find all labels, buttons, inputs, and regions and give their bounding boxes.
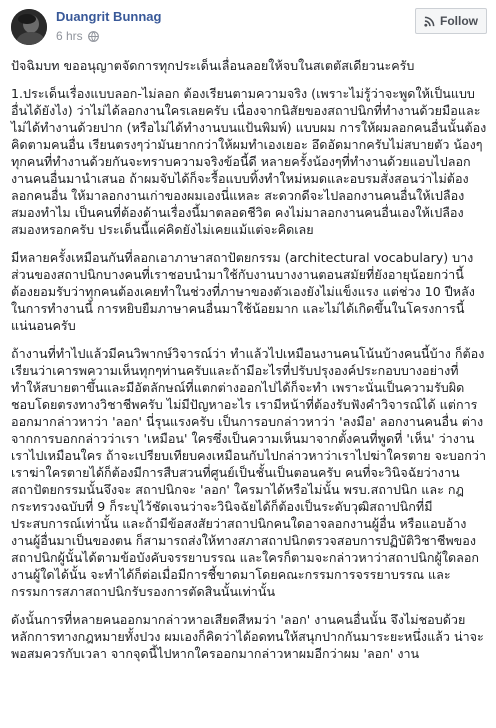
author-name[interactable]: Duangrit Bunnag [56,9,162,24]
globe-icon[interactable] [88,31,99,42]
post-meta [56,29,99,43]
avatar[interactable] [11,9,47,45]
post-paragraph: 1.ประเด็นเรื่องแบบลอก-ไม่ลอก ต้องเรียนตามความจริง (เพราะไม่รู้ว่าจะพูดให้เป็นแบบอื่นได้ยังไง) ว่าไม่ได้ลอกงานใครเลยครับ เนื่องจากนิสัยของสถาปนิกที่ทำงานด้วยมือและไม่ได้ทำงานด้วยปาก (หรือไม่ได้ทำงานบนแป้นพิมพ์) แบบผม การให้ผมลอกคนอื่นนั้นต้องคิดตามคนอื่น เรียนตรงๆว่ามันยากกว่าให้ผมทำเองเยอะ อึดอัดมากครับไม่สบายตัว น้องๆทุกคนที่ทำงานด้วยกันจะทราบความจริงข้อนี้ดี หลายครั้งน้องๆที่ทำงานด้วยแอบไปลอกงานคนอื่นมานำเสนอ ถ้าผมจับได้ก็จะรื้อแบบทิ้งทำใหม่หมดและอบรมสั่งสอนว่าไม่ต้องลอกคนอื่น ให้มาลอกงานเก่าของผมเองนี่แหละ สะดวกดีจะไปลอกงานคนอื่นให้เปลืองสมองทำไม เป็นคนที่ต้องด้านเรื่องนี้มาตลอดชีวิต คงไม่มาลอกงานคนอื่นเองให้เปลืองสมองหรอกครับ ประเด็นนี้แค่คิดยังไม่เคยแม้แต่จะคิดเลย [11,86,487,237]
post-body [11,57,487,673]
rss-icon [424,16,435,27]
post-paragraph: มีหลายครั้งเหมือนกันที่ลอกเอาภาษาสถาปัตยกรรม (architectural vocabulary) บางส่วนของสถาปนิกบางคนที่เราชอบนำมาใช้กับงานบางงานตอนสมัยที่ยังอายุน้อยกว่านี้ ต้องยอมรับว่าทุกคนต้องเคยทำในช่วงที่ภาษาของตัวเองยังไม่แข็งแรง แต่ช่วง 10 ปีหลังในการทำงานนี้ การหยิบยืมภาษาคนอื่นมาใช้น้อยมาก และไม่ได้เกิดขึ้นในโครงการนี้แน่นอนครับ [11,250,475,333]
post-paragraph: ดังนั้นการที่หลายคนออกมากล่าวหาอเสียดสีหมว่า 'ลอก' งานคนอื่นนั้น จึงไม่ชอบด้วยหลักการทางกฎหมายทั้งปวง ผมเองก็คิดว่าได้อดทนให้สนุกปากกันมาระยะหนึ่งแล้ว น่าจะพอสมควรกับเวลา จากจุดนี้ไปหากใครออกมากล่าวหาผมอีกว่าผม 'ลอก' งาน [11,612,484,661]
post-paragraph: ปัจฉิมบท ขออนุญาตจัดการทุกประเด็นเลื่อนลอยให้จบในสเตตัสเดียวนะครับ [11,58,415,73]
follow-label: Follow [440,14,478,28]
post-timestamp[interactable]: 6 hrs [56,29,83,43]
follow-button[interactable] [415,8,487,34]
post-paragraph: ถ้างานที่ทำไปแล้วมีคนวิพากษ์วิจารณ์ว่า ทำแล้วไปเหมือนงานคนโน้นบ้างคนนี้บ้าง ก็ต้องเรียนว่าเคารพความเห็นทุกๆท่านครับและถ้ามีอะไรที่ปรับปรุงองค์ประกอบบางอย่างที่ทำให้สบายตาขึ้นและมีอัตลักษณ์ที่แตกต่างออกไปได้ก็จะทำ เพราะนั่นเป็นความรับผิดชอบโดยตรงทางวิชาชีพครับ ไม่มีปัญหาอะไร เรามีหน้าที่ต้องรับฟังคำวิจารณ์ได้ แต่การออกมากล่าวหาว่า 'ลอก' นี่รุนแรงครับ เป็นการอบกล่าวหาว่า 'ลงมือ' ลอกงานคนอื่น ต่างจากการบอกกล่าวว่าเรา 'เหมือน' ใครซึ่งเป็นความเห็นมาจากตั้งคนที่พูดที่ 'เห็น' ว่างานเราไปเหมือนใคร ถ้าจะเปรียบเทียบคงเหมือนกับไปกล่าวหาว่าเราไปฆ่าใครตาย จะบอกว่าเราฆ่าใครตายได้ก็ต้องมีการสืบสวนที่ศูนย์เป็นชั้นเป็นตอนครับ คนที่จะวินิจฉัยว่างานสถาปัตยกรรมนั้นจึงจะ สถาปนิกจะ 'ลอก' ใครมาได้หรือไม่นั้น พรบ.สถาปนิก และ กฎกระทรวงฉบับที่ 9 ก็ระบุไว้ชัดเจนว่าจะวินิจฉัยได้ก็ต้องเป็นระดับวุฒิสถาปนิกที่มีประสบการณ์เท่านั้น และถ้ามีข้อสงสัยว่าสถาปนิกคนใดอาจลอกงานผู้อื่น หรือแอบอ้างงานผู้อื่นมาเป็นของตน ก็สามารถส่งให้ทางสภาสถาปนิกตรวจสอบการปฏิบัติวิชาชีพของสถาปนิกผู้นั้นได้ตามข้อบังคับจรรยาบรรณ และใครก็ตามจะกล่าวหาว่าสถาปนิกผู้ใดลอกงานผู้ใดได้นั้น จะทำได้ก็ต่อเมื่อมีการชี้ขาดมาโดยคณะกรรมการจรรยาบรรณ และกรรมการสภาสถาปนิกรับรองการตัดสินนั้นเท่านั้น [11,346,487,599]
post-header [0,0,496,48]
